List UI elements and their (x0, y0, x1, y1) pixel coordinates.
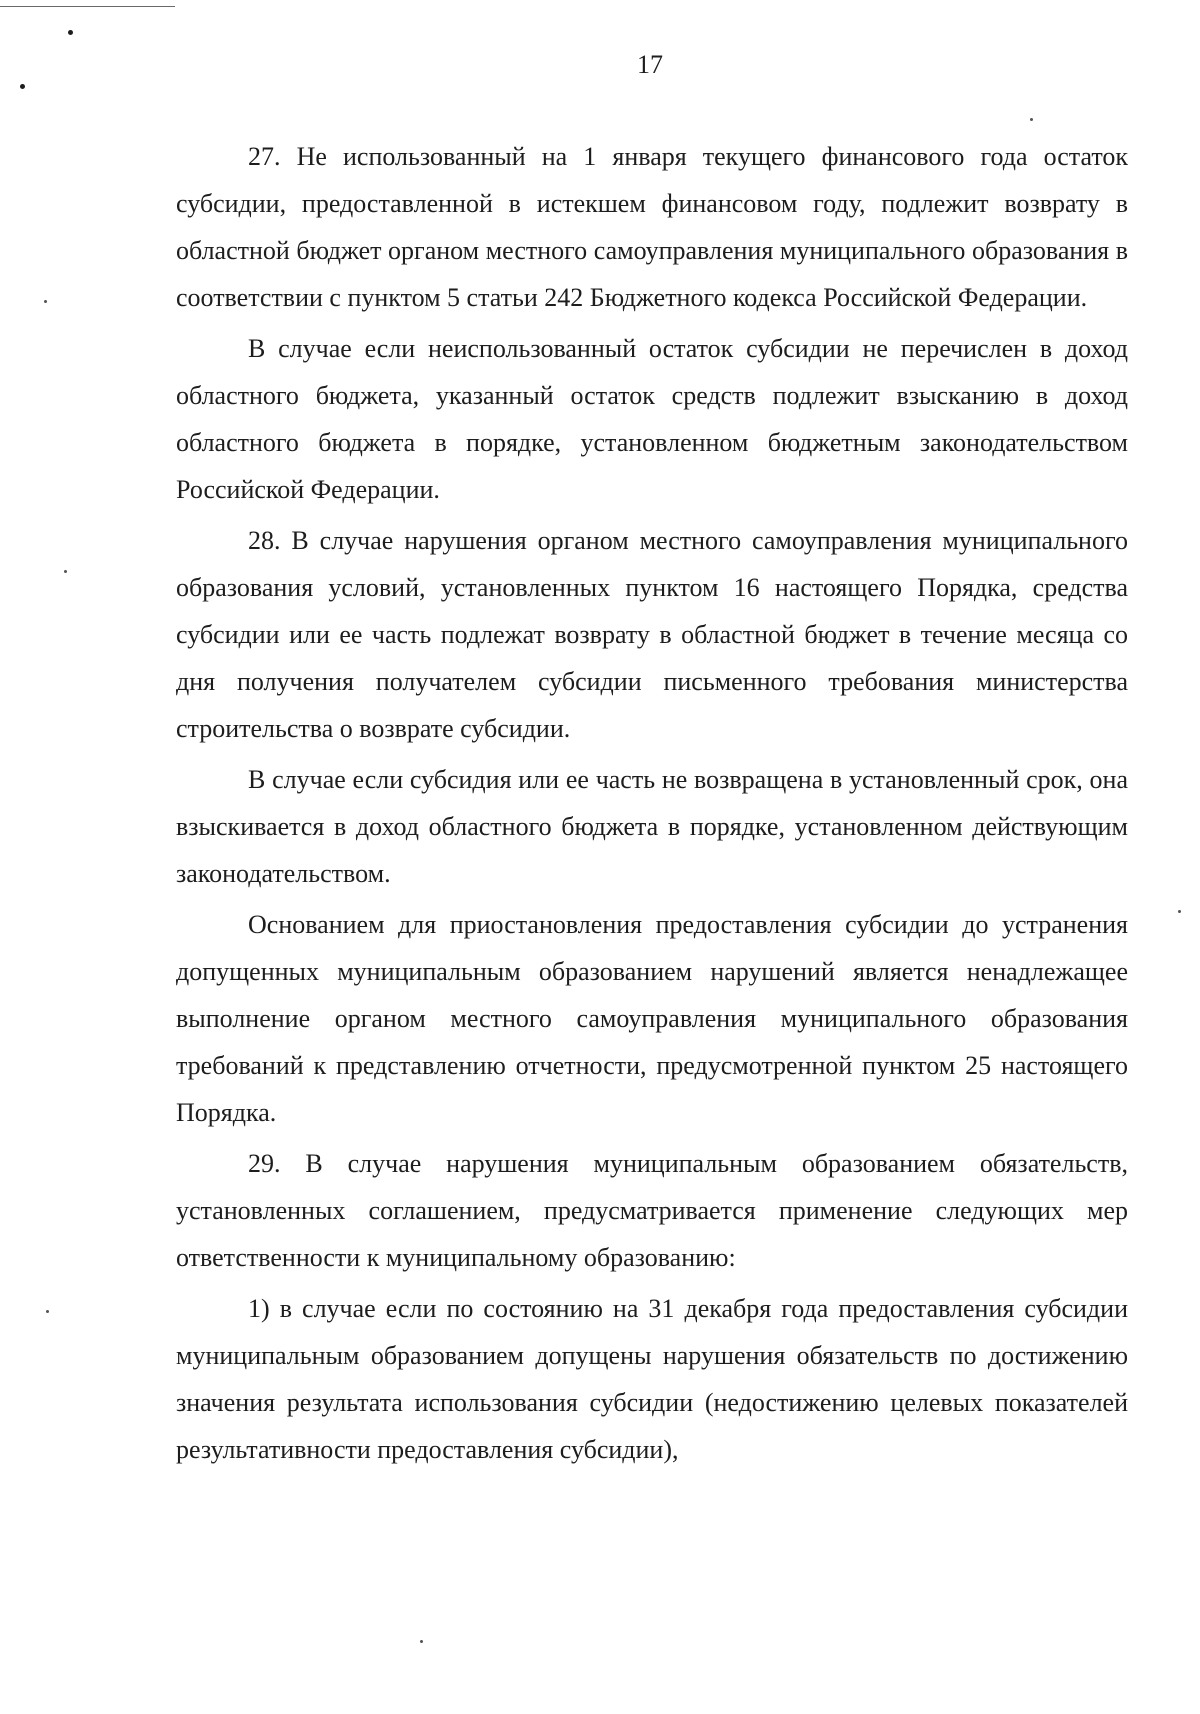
scan-speck (1030, 118, 1033, 121)
scan-speck (64, 570, 67, 573)
paragraph-unused-balance: В случае если неиспользованный остаток субсидии не перечислен в доход областного бюджета, указанный остаток средств подлежит взысканию в доход областного бюджета в порядке, установленном бюджетным законодательством Российской Федерации. (176, 334, 1128, 504)
paragraph-suspension-grounds: Основанием для приостановления предоставления субсидии до устранения допущенных муниципальным образованием нарушений является ненадлежащее выполнение органом местного самоуправления муниципального образования требований к представлению отчетности, предусмотренной пунктом 25 настоящего Порядка. (176, 910, 1128, 1127)
paragraph-29-item-1: 1) в случае если по состоянию на 31 декабря года предоставления субсидии муниципальным образованием допущены нарушения обязательств по достижению значения результата использования субсидии (недостижению целевых показателей результативности предоставления субсидии), (176, 1294, 1128, 1464)
scan-speck (420, 1640, 423, 1643)
scan-speck (44, 300, 47, 303)
paragraph-refund-deadline: В случае если субсидия или ее часть не возвращена в установленный срок, она взыскивается в доход областного бюджета в порядке, установленном действующим законодательством. (176, 765, 1128, 888)
scan-speck (1178, 910, 1181, 913)
scan-edge-line (0, 6, 175, 7)
page-number: 17 (637, 50, 663, 79)
paragraph-29: 29. В случае нарушения муниципальным образованием обязательств, установленных соглашением, предусматривается применение следующих мер ответственности к муниципальному образованию: (176, 1149, 1128, 1272)
document-body (176, 133, 1128, 1473)
paragraph-28: 28. В случае нарушения органом местного самоуправления муниципального образования условий, установленных пунктом 16 настоящего Порядка, средства субсидии или ее часть подлежат возврату в областной бюджет в течение месяца со дня получения получателем субсидии письменного требования министерства строительства о возврате субсидии. (176, 526, 1128, 743)
scan-dot (20, 84, 25, 89)
scan-dot (68, 30, 73, 35)
scan-speck (46, 1310, 49, 1313)
paragraph-27: 27. Не использованный на 1 января текущего финансового года остаток субсидии, предоставленной в истекшем финансовом году, подлежит возврату в областной бюджет органом местного самоуправления муниципального образования в соответствии с пунктом 5 статьи 242 Бюджетного кодекса Российской Федерации. (176, 142, 1128, 312)
